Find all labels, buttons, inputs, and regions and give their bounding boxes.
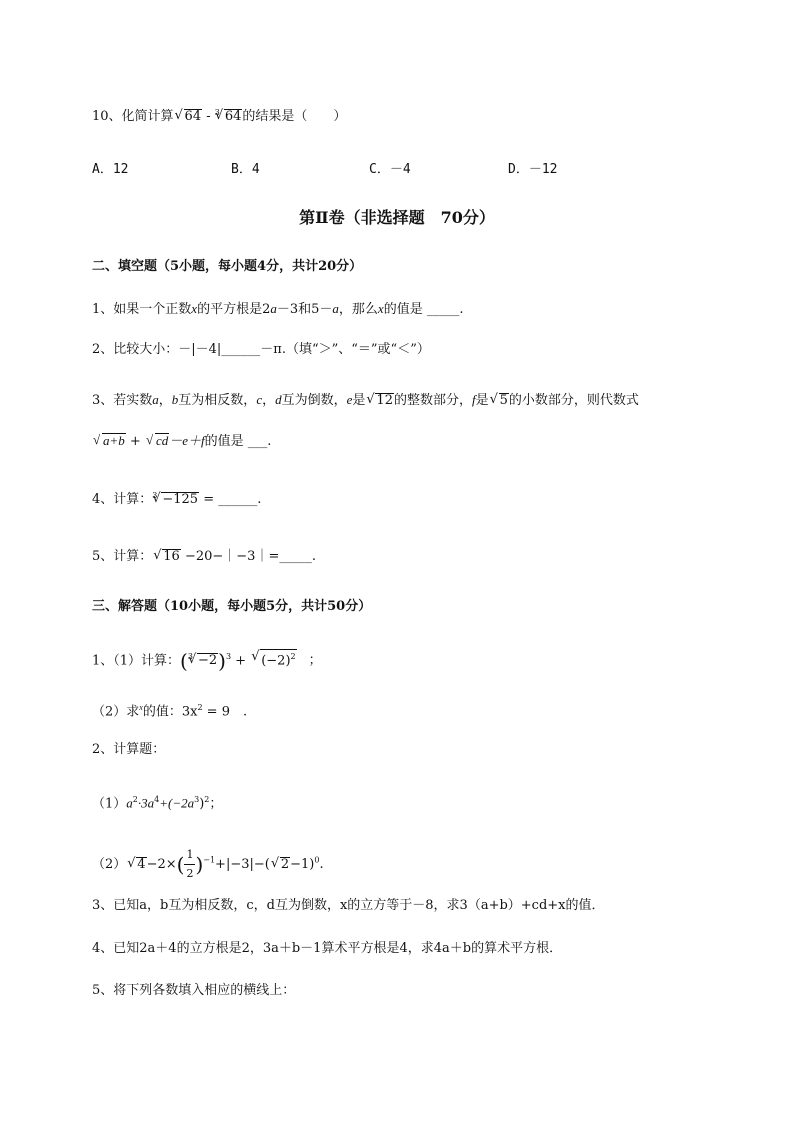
sqrt-symbol xyxy=(146,432,169,450)
var: a xyxy=(126,795,133,811)
exponent: 0 xyxy=(314,855,320,865)
exponent: −1 xyxy=(203,855,216,865)
var: e xyxy=(346,392,353,407)
text: （2）求 xyxy=(92,704,140,720)
text: 是 xyxy=(352,393,366,408)
text: 的值：3x xyxy=(142,704,198,720)
section2-heading: 二、填空题（5小题，每小题4分，共计20分） xyxy=(92,259,363,274)
text: （1） xyxy=(92,796,127,812)
text: 的值是 ___. xyxy=(204,434,272,449)
radicand: 64 xyxy=(224,109,242,124)
text: +|−3|−( xyxy=(215,857,270,872)
solve-question-5: 5、将下列各数填入相应的横线上： xyxy=(92,983,296,998)
var-x: x xyxy=(377,301,384,316)
text: （2） xyxy=(92,857,127,872)
section3-heading: 三、解答题（10小题，每小题5分，共计50分） xyxy=(92,599,372,614)
radicand: 16 xyxy=(163,549,180,564)
sqrt-symbol xyxy=(175,108,203,126)
var: b xyxy=(171,392,179,407)
text: ； xyxy=(209,796,223,812)
text: 互为倒数， xyxy=(281,393,347,408)
root-index: 3 xyxy=(214,108,220,117)
exponent: 3 xyxy=(225,652,232,661)
paren: ) xyxy=(218,648,226,673)
solve-question-4: 4、已知2a＋4的立方根是2，3a＋b－1算术平方根是4，求4a＋b的算术平方根． xyxy=(92,941,563,956)
root-index: 3 xyxy=(152,491,158,500)
cube-root-symbol xyxy=(215,108,243,126)
exponent: 2 xyxy=(290,652,296,661)
radicand: 64 xyxy=(184,109,202,124)
var: c xyxy=(256,392,263,407)
text: ·3a xyxy=(137,795,155,811)
var-x: x xyxy=(191,301,198,316)
text: 1、（1）计算： xyxy=(92,653,181,669)
text: ， xyxy=(262,393,276,408)
text: 3、若实数 xyxy=(92,393,153,408)
text: 互为相反数， xyxy=(178,393,257,408)
fill-question-3-line2 xyxy=(92,432,271,451)
text: 4、计算： xyxy=(92,492,153,507)
fraction xyxy=(184,846,195,883)
option-a: A．12 xyxy=(92,162,129,177)
text: ，那么 xyxy=(338,302,378,317)
solve-question-2b xyxy=(92,846,324,883)
exponent: 3 xyxy=(194,795,200,804)
exponent: 2 xyxy=(132,795,138,804)
paren: ( xyxy=(176,852,185,877)
cube-root-symbol xyxy=(188,652,218,670)
text: ； xyxy=(308,653,322,669)
fill-question-5 xyxy=(92,548,316,566)
sqrt-symbol xyxy=(271,856,290,874)
solve-question-2: 2、计算题： xyxy=(92,742,166,757)
text: . xyxy=(319,857,324,872)
text: −2× xyxy=(146,857,177,872)
text: 5、计算： xyxy=(92,549,153,564)
radicand: 5 xyxy=(499,393,508,408)
var: d xyxy=(275,392,282,407)
sqrt-symbol xyxy=(366,392,394,410)
sqrt-symbol xyxy=(251,649,296,670)
radicand: −2 xyxy=(197,653,218,669)
var: f xyxy=(471,392,476,407)
radicand: 2 xyxy=(280,857,290,872)
solve-question-1b xyxy=(92,699,247,721)
question-10 xyxy=(92,108,346,127)
text: −1) xyxy=(290,857,315,872)
text: ， xyxy=(158,393,172,408)
text: −20−｜−3｜=_____. xyxy=(180,549,316,564)
fill-question-4 xyxy=(92,491,261,510)
text: 的小数部分，则代数式 xyxy=(508,393,639,408)
text: = ______. xyxy=(199,492,262,507)
text: 是 xyxy=(475,393,489,408)
numerator: 1 xyxy=(184,846,195,865)
q10-tail: 的结果是（ ） xyxy=(242,109,347,124)
radicand xyxy=(260,649,296,668)
radicand-text: (−2) xyxy=(261,653,291,669)
exponent: 2 xyxy=(197,703,203,712)
cube-root-symbol xyxy=(152,491,199,509)
sqrt-symbol xyxy=(127,856,146,874)
solve-question-2a xyxy=(92,791,222,813)
text: +(−2a xyxy=(159,795,195,811)
var-a: a xyxy=(270,301,277,316)
text: 的平方根是2 xyxy=(197,302,271,317)
part2-title: 第Ⅱ卷（非选择题 70分） xyxy=(299,208,495,227)
fill-question-3-line1 xyxy=(92,391,639,410)
denominator: 2 xyxy=(186,867,194,880)
option-d: D．－12 xyxy=(508,162,558,177)
fill-question-1 xyxy=(92,300,463,319)
var-a: a xyxy=(332,301,339,316)
text: + xyxy=(231,653,251,669)
root-index: 3 xyxy=(187,652,193,662)
var-x: x xyxy=(139,703,143,712)
text: + xyxy=(125,434,145,449)
radicand: a+b xyxy=(103,433,125,448)
minus: - xyxy=(202,109,215,124)
fill-question-2: 2、比较大小：－|－4|______－π.（填“＞”、“＝”或“＜”） xyxy=(92,342,430,357)
text: －e＋f xyxy=(169,433,205,448)
text: －3和5－ xyxy=(276,302,333,317)
sqrt-symbol xyxy=(153,548,181,566)
exponent: 2 xyxy=(204,795,210,804)
option-c: C．－4 xyxy=(369,162,411,177)
option-b: B．4 xyxy=(231,162,260,177)
solve-question-3: 3、已知a，b互为相反数，c，d互为倒数，x的立方等于－8，求3（a+b）+cd+x的值． xyxy=(92,898,605,913)
exponent: 4 xyxy=(154,795,160,804)
var: a xyxy=(152,392,159,407)
text: = 9 . xyxy=(202,704,248,720)
solve-question-1a xyxy=(92,648,322,671)
text: ) xyxy=(199,796,205,812)
paren: ( xyxy=(180,648,188,673)
radicand: 4 xyxy=(137,857,146,872)
radicand: −125 xyxy=(162,492,199,507)
q10-prefix: 10、化简计算 xyxy=(92,109,174,124)
sqrt-symbol xyxy=(93,432,126,450)
radicand: 12 xyxy=(376,393,393,408)
paren: ) xyxy=(195,852,204,877)
radicand: cd xyxy=(155,433,169,448)
text: 的值是 _____. xyxy=(383,302,464,317)
text: 1、如果一个正数 xyxy=(92,302,192,317)
sqrt-symbol xyxy=(490,392,509,410)
text: 的整数部分， xyxy=(393,393,472,408)
